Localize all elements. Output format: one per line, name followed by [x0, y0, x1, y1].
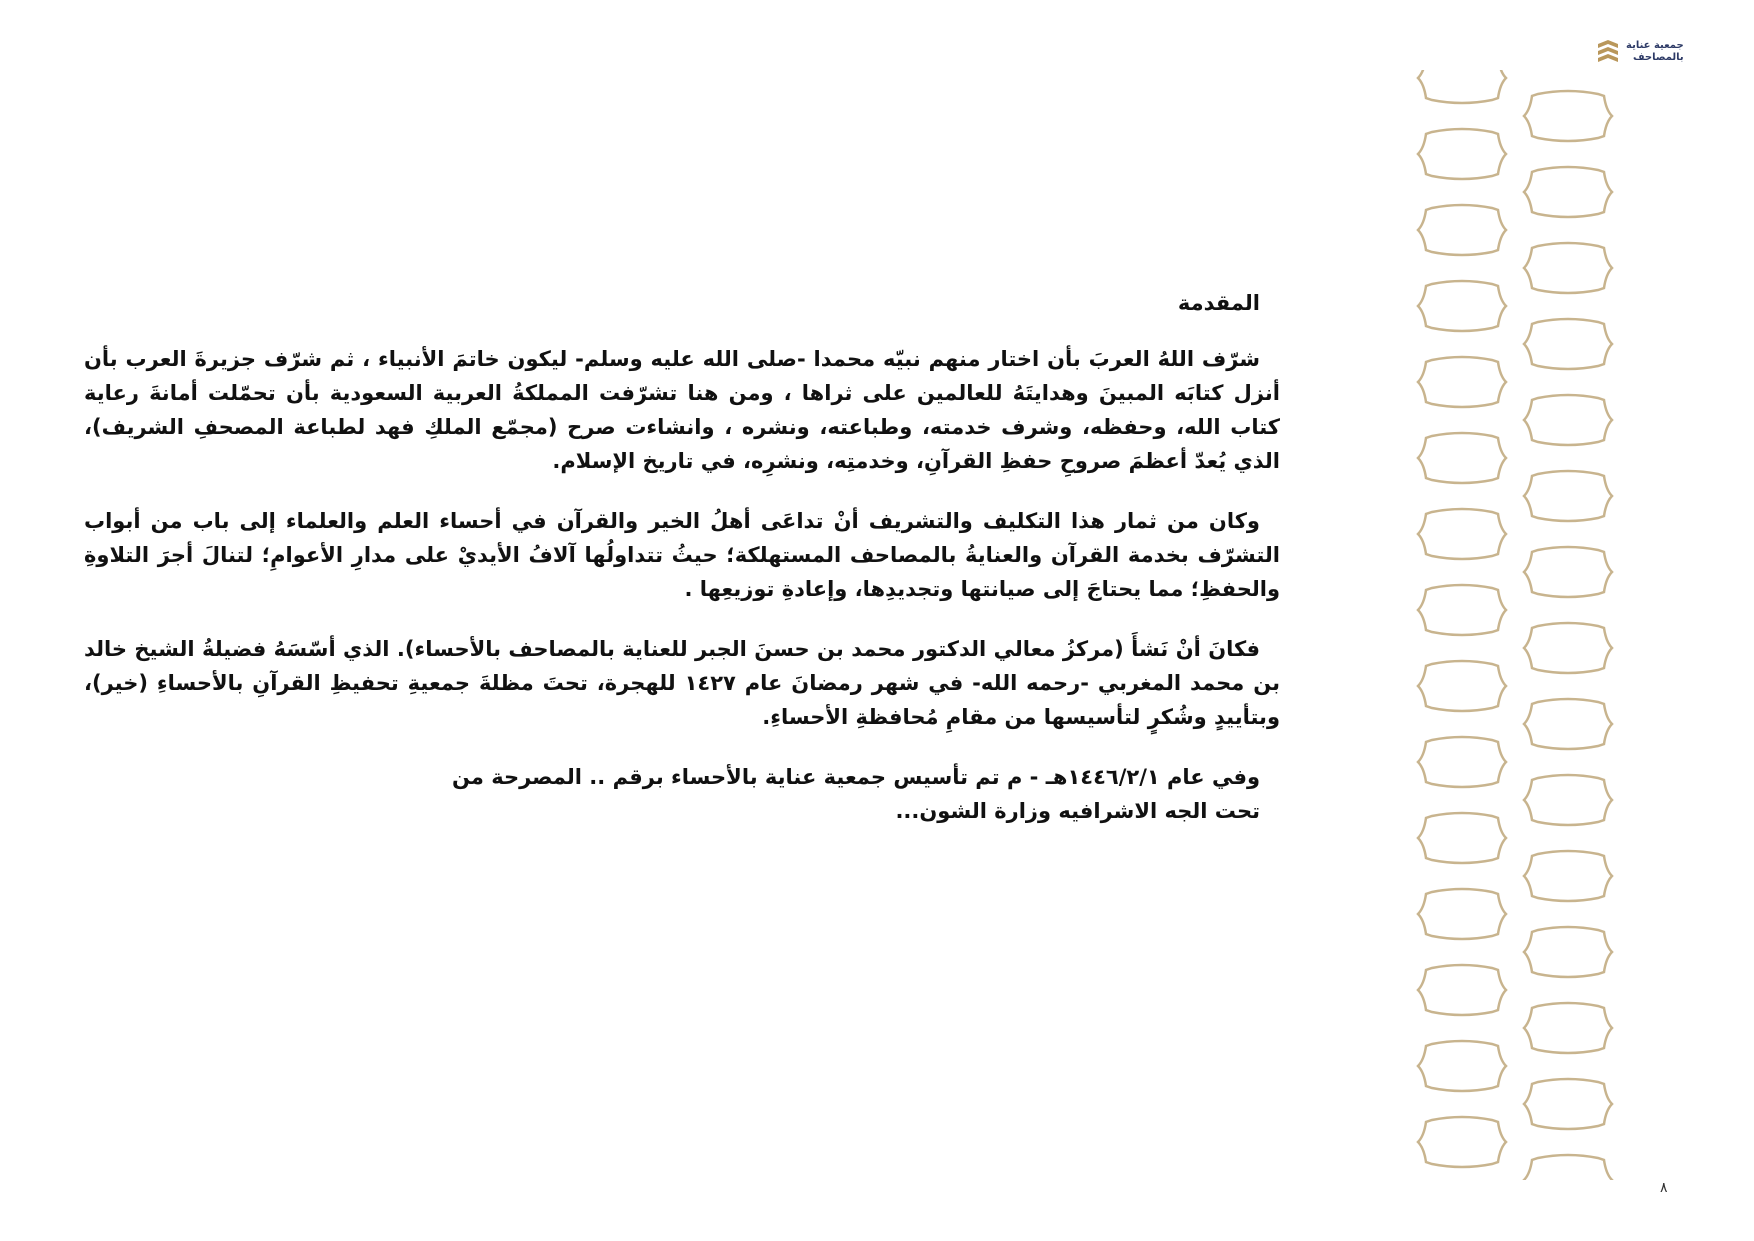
lattice-cell — [1524, 1079, 1612, 1129]
decorative-lattice-pattern — [1400, 70, 1630, 1180]
lattice-cell — [1418, 357, 1506, 407]
paragraph-2: وكان من ثمار هذا التكليف والتشريف أنْ تداعَى أهلُ الخير والقرآن في أحساء العلم والعلماء إلى باب من أبواب التشرّف بخدمة القرآن والعنايةُ بالمصاحف المستهلكة؛ حيثُ تتداولُها آلافُ الأيديْ على مدارِ الأعوامِ؛ لتنالَ أجرَ التلاوةِ والحفظِ؛ مما يحتاجَ إلى صيانتها وتجديدِها، وإعادةِ توزيعِها . — [84, 509, 1280, 601]
section-heading: المقدمة — [1177, 291, 1260, 315]
lattice-cell — [1524, 547, 1612, 597]
lattice-cell — [1524, 243, 1612, 293]
lattice-cell — [1418, 585, 1506, 635]
lattice-cell — [1524, 775, 1612, 825]
lattice-cell — [1418, 129, 1506, 179]
logo-text — [1626, 40, 1684, 64]
lattice-cell — [1524, 471, 1612, 521]
lattice-cell — [1524, 395, 1612, 445]
lattice-cell — [1524, 1155, 1612, 1180]
lattice-cell — [1524, 623, 1612, 673]
lattice-cell — [1418, 737, 1506, 787]
lattice-cell — [1524, 851, 1612, 901]
document-body — [84, 286, 1280, 828]
lattice-cell — [1524, 91, 1612, 141]
page-number: ٨ — [1660, 1180, 1668, 1196]
lattice-cell — [1418, 889, 1506, 939]
logo — [1596, 34, 1692, 70]
logo-line1: جمعية عناية — [1626, 40, 1684, 51]
lattice-cell — [1524, 699, 1612, 749]
lattice-cell — [1418, 509, 1506, 559]
logo-chevron-icon — [1596, 38, 1620, 66]
paragraph-final: وفي عام ١٤٤٦/٢/١هـ - م تم تأسيس جمعية عناية بالأحساء برقم .. المصرحة من تحت الجه الاشرافيه وزارة الشون... — [452, 765, 1260, 823]
lattice-cell — [1418, 205, 1506, 255]
lattice-cell — [1418, 1117, 1506, 1167]
lattice-cell — [1418, 433, 1506, 483]
lattice-cell — [1524, 319, 1612, 369]
lattice-cell — [1418, 1041, 1506, 1091]
lattice-cell — [1418, 281, 1506, 331]
lattice-cell — [1524, 927, 1612, 977]
paragraph-3: فكانَ أنْ نَشأَ (مركزُ معالي الدكتور محمد بن حسنَ الجبر للعناية بالمصاحف بالأحساء). الذي أسّسَهُ فضيلةُ الشيخ خالد بن محمد المغربي -رحمه الله- في شهر رمضانَ عام ١٤٢٧ للهجرة، تحتَ مظلةَ جمعيةِ تحفيظِ القرآنِ بالأحساءِ (خير)، وبتأييدٍ وشُكرٍ لتأسيسها من مقامِ مُحافظةِ الأحساءِ. — [84, 637, 1280, 729]
lattice-cell — [1418, 661, 1506, 711]
lattice-cell — [1418, 70, 1506, 103]
logo-line2: بالمصاحف — [1632, 52, 1684, 63]
lattice-cell — [1418, 965, 1506, 1015]
paragraph-1: شرّف اللهُ العربَ بأن اختار منهم نبيّه محمدا -صلى الله عليه وسلم- ليكون خاتمَ الأنبياء ، ثم شرّف جزيرةَ العرب بأن أنزل كتابَه المبينَ وهدايتَهُ للعالمين على ثراها ، ومن هنا تشرّفت المملكةُ العربية السعودية بأن تحمّلت أمانةَ رعاية كتاب الله، وحفظه، وشرف خدمته، وطباعته، ونشره ، وانشاءت صرح (مجمّع الملكِ فهد لطباعة المصحفِ الشريف)، الذي يُعدّ أعظمَ صروحِ حفظِ القرآنِ، وخدمتِه، ونشرِه، في تاريخ الإسلام. — [84, 347, 1280, 473]
lattice-cell — [1524, 167, 1612, 217]
lattice-cell — [1524, 1003, 1612, 1053]
lattice-cell — [1418, 813, 1506, 863]
